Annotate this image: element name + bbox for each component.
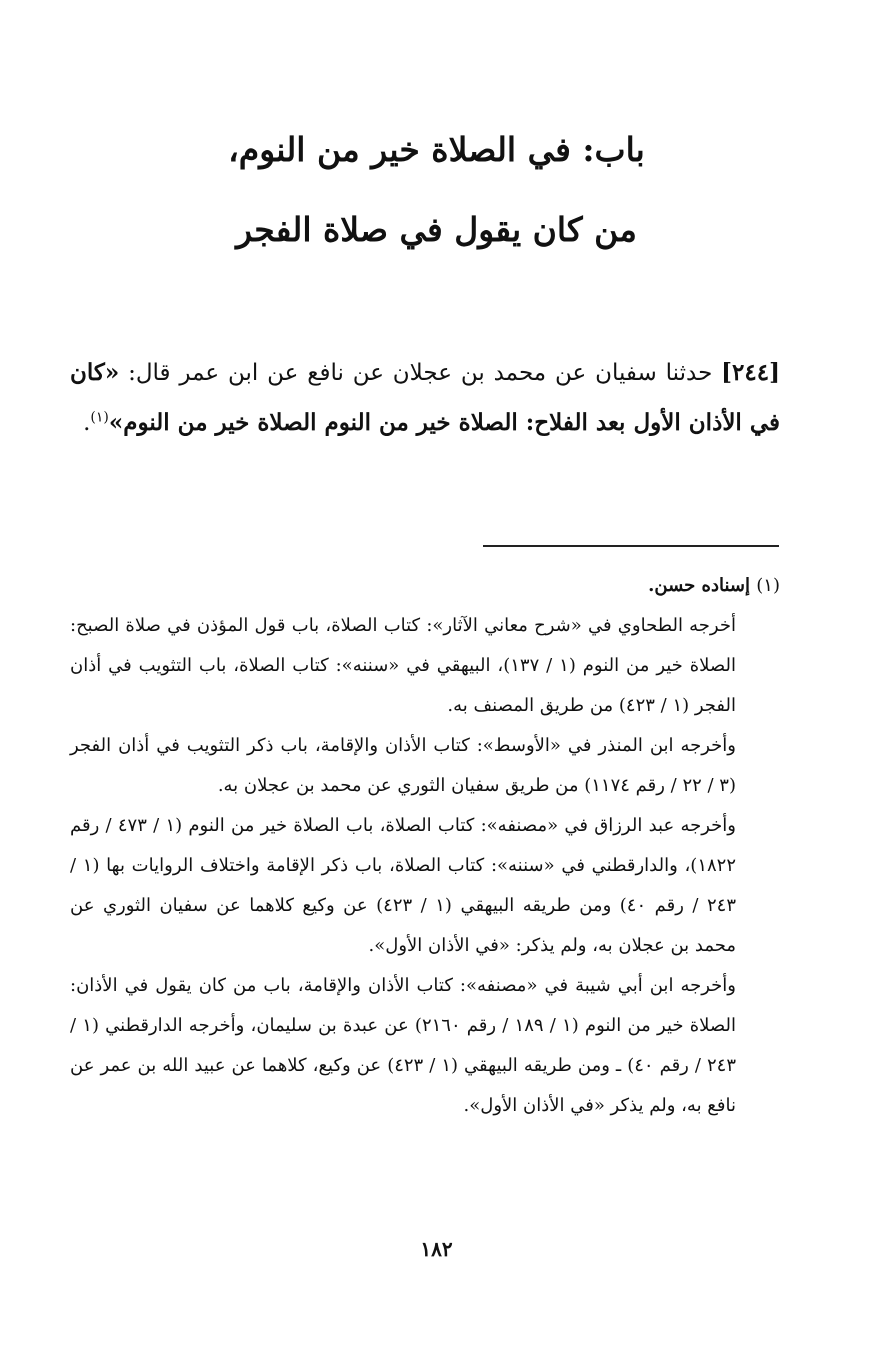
footnote-divider [483, 545, 779, 547]
chapter-title-line-2: من كان يقول في صلاة الفجر [236, 210, 637, 249]
footnotes-section [70, 566, 780, 1126]
footnote-grading: إسناده حسن. [648, 575, 757, 596]
footnote-heading [70, 566, 780, 606]
hadith-number: [٢٤٤] [721, 359, 780, 386]
footnote-paragraph: وأخرجه ابن المنذر في «الأوسط»: كتاب الأذان والإقامة، باب ذكر التثويب في أذان الفجر (٣ / ٢٢ / رقم ١١٧٤) من طريق سفيان الثوري عن محمد بن عجلان به. [70, 735, 736, 796]
chapter-title-line-1: باب: في الصلاة خير من النوم، [228, 130, 645, 169]
footnote-reference[interactable]: (١) [90, 409, 109, 426]
hadith-quote: «كان في الأذان الأول بعد الفلاح: الصلاة خير من النوم الصلاة خير من النوم» [70, 359, 780, 436]
hadith-text [70, 348, 780, 448]
hadith-end: . [83, 410, 91, 436]
page-number: ١٨٢ [420, 1237, 453, 1261]
footnote-paragraph: أخرجه الطحاوي في «شرح معاني الآثار»: كتاب الصلاة، باب قول المؤذن في صلاة الصبح: الصلاة خير من النوم (١ / ١٣٧)، البيهقي في «سننه»: كتاب الصلاة، باب التثويب في أذان الفجر (١ / ٤٢٣) من طريق المصنف به. [70, 615, 736, 716]
footnote-paragraph: وأخرجه عبد الرزاق في «مصنفه»: كتاب الصلاة، باب الصلاة خير من النوم (١ / ٤٧٣ / رقم ١٨٢٢)، والدارقطني في «سننه»: كتاب الصلاة، باب ذكر الإقامة واختلاف الروايات بها (١ / ٢٤٣ / رقم ٤٠) ومن طريقه البيهقي (١ / ٤٢٣) عن وكيع كلاهما عن سفيان الثوري عن محمد بن عجلان به، ولم يذكر: «في الأذان الأول». [70, 815, 737, 956]
hadith-chain: حدثنا سفيان عن محمد بن عجلان عن نافع عن ابن عمر قال: [119, 360, 722, 386]
footnote-paragraph: وأخرجه ابن أبي شيبة في «مصنفه»: كتاب الأذان والإقامة، باب من كان يقول في الأذان: الصلاة خير من النوم (١ / ١٨٩ / رقم ٢١٦٠) عن عبدة بن سليمان، وأخرجه الدارقطني (١ / ٢٤٣ / رقم ٤٠) ـ ومن طريقه البيهقي (١ / ٤٢٣) عن وكيع، كلاهما عن عبيد الله بن عمر عن نافع به، ولم يذكر «في الأذان الأول». [70, 975, 736, 1116]
footnote-marker: (١) [756, 575, 780, 596]
